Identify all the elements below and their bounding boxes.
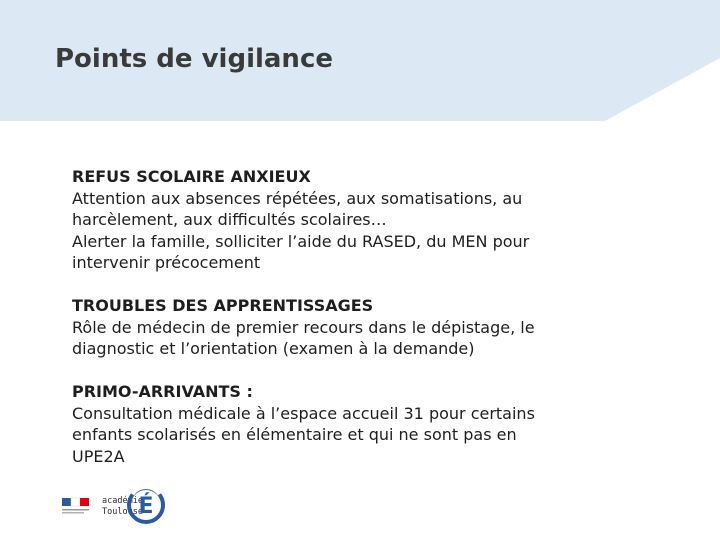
footer-logos xyxy=(60,478,170,528)
slide-title: Points de vigilance xyxy=(55,44,333,74)
marianne-flag-icon xyxy=(62,498,89,514)
academie-toulouse-logo xyxy=(60,478,170,528)
section-heading: PRIMO-ARRIVANTS : xyxy=(72,382,253,401)
section-heading: TROUBLES DES APPRENTISSAGES xyxy=(72,296,374,315)
section-line: Consultation médicale à l’espace accueil 31 pour certains xyxy=(72,403,535,423)
section-line: Attention aux absences répétées, aux somatisations, au xyxy=(72,188,523,208)
section-refus-scolaire xyxy=(72,166,632,274)
section-line: enfants scolarisés en élémentaire et qui ne sont pas en xyxy=(72,425,517,444)
emblem-letter: É xyxy=(138,494,154,519)
section-line: Rôle de médecin de premier recours dans le dépistage, le xyxy=(72,317,535,337)
section-line: diagnostic et l’orientation (examen à la demande) xyxy=(72,339,475,358)
section-primo-arrivants xyxy=(72,381,632,467)
logo-text-toulouse: Toulouse xyxy=(102,507,143,517)
logo-text-academie: académie xyxy=(102,496,143,506)
section-heading: REFUS SCOLAIRE ANXIEUX xyxy=(72,167,311,186)
slide-content xyxy=(72,166,632,489)
section-line: intervenir précocement xyxy=(72,253,261,272)
section-line: harcèlement, aux difficultés scolaires… xyxy=(72,210,387,229)
section-line: Alerter la famille, solliciter l’aide du RASED, du MEN pour xyxy=(72,231,530,251)
section-line: UPE2A xyxy=(72,446,125,466)
section-troubles-apprentissages xyxy=(72,295,632,360)
